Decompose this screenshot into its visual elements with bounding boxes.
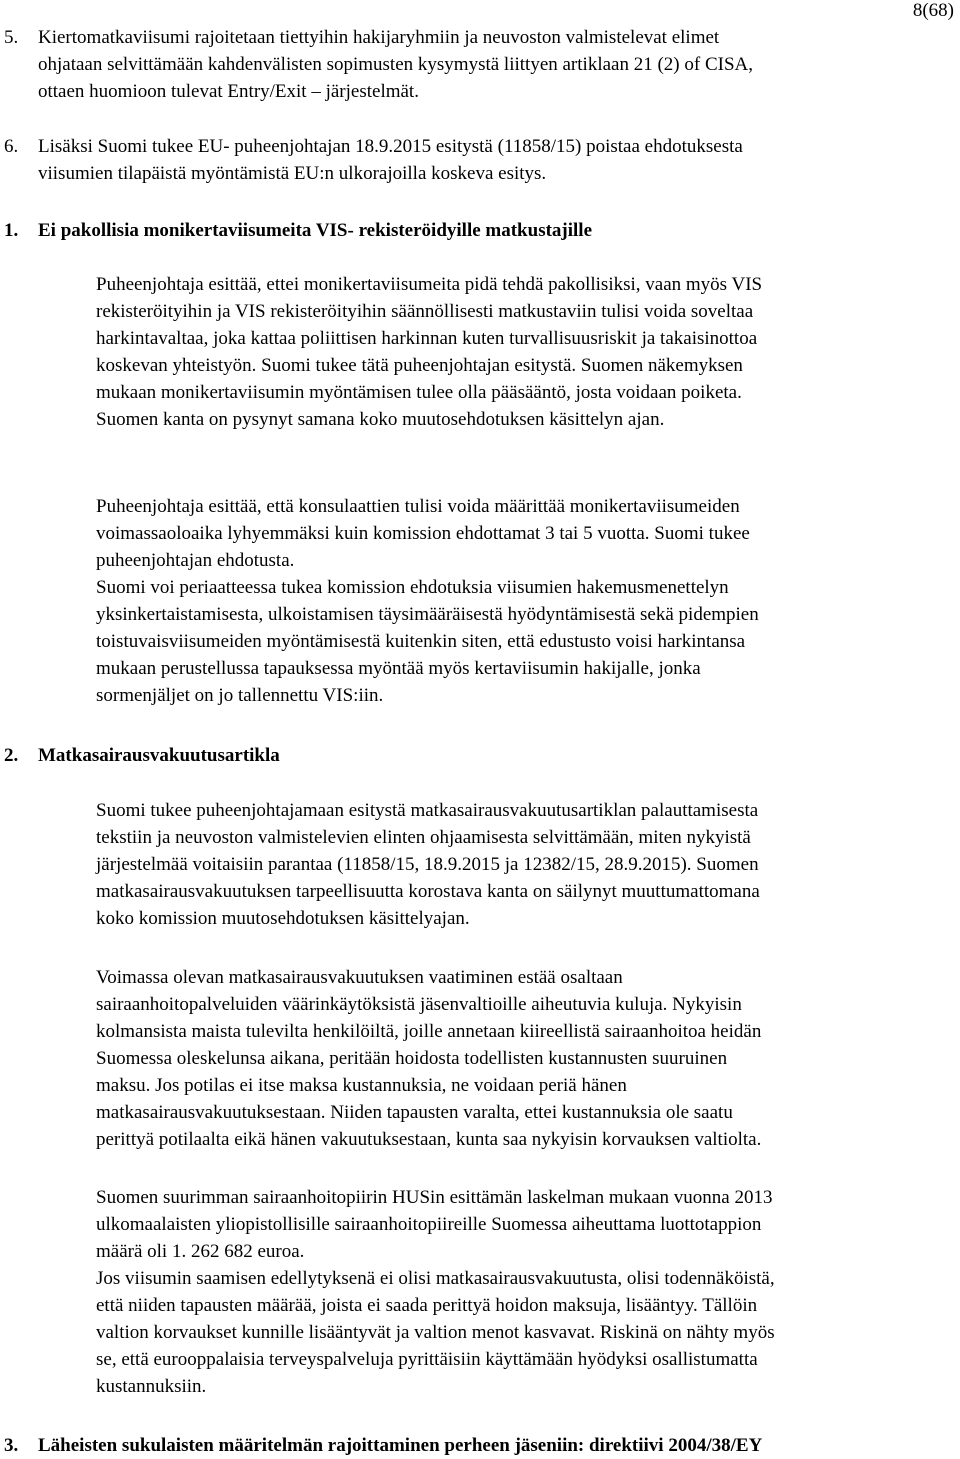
section-1-heading: Ei pakollisia monikertaviisumeita VIS- rekisteröidyille matkustajille [38,220,593,241]
section-1-paragraph-1 [96,271,762,433]
text-line: koko komission muutosehdotuksen käsittelyajan. [96,908,470,929]
text-line: toistuvaisviisumeiden myöntämisestä kuitenkin siten, että edustusto voisi harkintansa [96,631,746,652]
section-2-heading: Matkasairausvakuutusartikla [38,745,280,766]
text-line: matkasairausvakuutuksen tarpeellisuutta korostava kanta on säilynyt muuttumattomana [96,881,760,902]
text-line: rekisteröityihin ja VIS rekisteröityihin säännöllisesti matkustaviin tulisi voida soveltaa [96,301,754,322]
text-line: sormenjäljet on jo tallennettu VIS:iin. [96,685,384,706]
text-line: määrä oli 1. 262 682 euroa. [96,1241,305,1262]
text-line: maksu. Jos potilas ei itse maksa kustannuksia, ne voidaan periä hänen [96,1075,627,1096]
text-line: Jos viisumin saamisen edellytyksenä ei olisi matkasairausvakuutusta, olisi todennäköistä, [96,1268,775,1289]
item-6-number: 6. [4,136,19,157]
text-line: perittyä potilaalta eikä hänen vakuutuksestaan, kunta saa nykyisin korvauksen valtiolta. [96,1129,762,1150]
text-line: Lisäksi Suomi tukee EU- puheenjohtajan 18.9.2015 esitystä (11858/15) poistaa ehdotuksesta [38,136,743,157]
section-2-number: 2. [4,745,19,766]
text-line: puheenjohtajan ehdotusta. [96,550,295,571]
text-line: kustannuksiin. [96,1376,207,1397]
text-line: kolmansista maista tulevilta henkilöiltä, joille annetaan kiireellistä sairaanhoitoa heidän [96,1021,762,1042]
text-line: Voimassa olevan matkasairausvakuutuksen vaatiminen estää osaltaan [96,967,623,988]
text-line: Suomen kanta on pysynyt samana koko muutosehdotuksen käsittelyn ajan. [96,409,665,430]
text-line: yksinkertaistamisesta, ulkoistamisen täysimääräisestä hyödyntämisestä sekä pidempien [96,604,759,625]
text-line: Puheenjohtaja esittää, ettei monikertaviisumeita pidä tehdä pakollisiksi, vaan myös VIS [96,274,763,295]
item-5-text [38,24,753,105]
text-line: viisumien tilapäistä myöntämistä EU:n ulkorajoilla koskeva esitys. [38,163,547,184]
item-5-number: 5. [4,27,19,48]
item-6-text [38,133,743,187]
text-line: matkasairausvakuutuksestaan. Niiden tapausten varalta, ettei kustannuksia ole saatu [96,1102,733,1123]
section-1-paragraph-2 [96,493,759,709]
text-line: koskevan yhteistyön. Suomi tukee tätä puheenjohtajan esitystä. Suomen näkemyksen [96,355,743,376]
text-line: voimassaoloaika lyhyemmäksi kuin komission ehdottamat 3 tai 5 vuotta. Suomi tukee [96,523,750,544]
section-2-paragraph-2 [96,964,761,1153]
text-line: ohjataan selvittämään kahdenvälisten sopimusten kysymystä liittyen artiklaan 21 (2) of CISA, [38,54,753,75]
text-line: Suomen suurimman sairaanhoitopiirin HUSin esittämän laskelman mukaan vuonna 2013 [96,1187,773,1208]
text-line: se, että eurooppalaisia terveyspalveluja pyrittäisiin käyttämään hyödyksi osallistumatta [96,1349,758,1370]
text-line: sairaanhoitopalveluiden väärinkäytöksistä jäsenvaltioille aiheutuvia kuluja. Nykyisin [96,994,742,1015]
text-line: Suomi voi periaatteessa tukea komission ehdotuksia viisumien hakemusmenettelyn [96,577,729,598]
text-line: mukaan monikertaviisumin myöntämisen tulee olla pääsääntö, josta voidaan poiketa. [96,382,742,403]
text-line: ottaen huomioon tulevat Entry/Exit – järjestelmät. [38,81,419,102]
section-3-number: 3. [4,1435,19,1456]
text-line: Suomessa oleskelunsa aikana, peritään hoidosta todellisten kustannusten suuruinen [96,1048,728,1069]
text-line: järjestelmää voitaisiin parantaa (11858/15, 18.9.2015 ja 12382/15, 28.9.2015). Suomen [96,854,759,875]
text-line: ulkomaalaisten yliopistollisille sairaanhoitopiireille Suomessa aiheuttama luottotappion [96,1214,762,1235]
text-line: Puheenjohtaja esittää, että konsulaattien tulisi voida määrittää monikertaviisumeiden [96,496,740,517]
text-line: harkintavaltaa, joka kattaa poliittisen harkinnan kuten turvallisuusriskit ja takaisinottoa [96,328,758,349]
text-line: mukaan perustellussa tapauksessa myöntää myös kertaviisumin hakijalle, jonka [96,658,701,679]
text-line: Suomi tukee puheenjohtajamaan esitystä matkasairausvakuutusartiklan palauttamisesta [96,800,759,821]
section-1-number: 1. [4,220,19,241]
text-line: valtion korvaukset kunnille lisääntyvät ja valtion menot kasvavat. Riskinä on nähty myös [96,1322,775,1343]
text-line: että niiden tapausten määrää, joista ei saada perittyä hoidon maksuja, lisääntyy. Tällöin [96,1295,758,1316]
page-number: 8(68) [912,0,954,21]
section-3-heading: Läheisten sukulaisten määritelmän rajoittaminen perheen jäseniin: direktiivi 2004/38/EY [38,1435,763,1456]
section-2-paragraph-1 [96,797,760,932]
text-line: Kiertomatkaviisumi rajoitetaan tiettyihin hakijaryhmiin ja neuvoston valmistelevat elimet [38,27,720,48]
text-line: tekstiin ja neuvoston valmistelevien elinten ohjaamisesta selvittämään, miten nykyistä [96,827,751,848]
section-2-paragraph-3 [96,1184,775,1400]
